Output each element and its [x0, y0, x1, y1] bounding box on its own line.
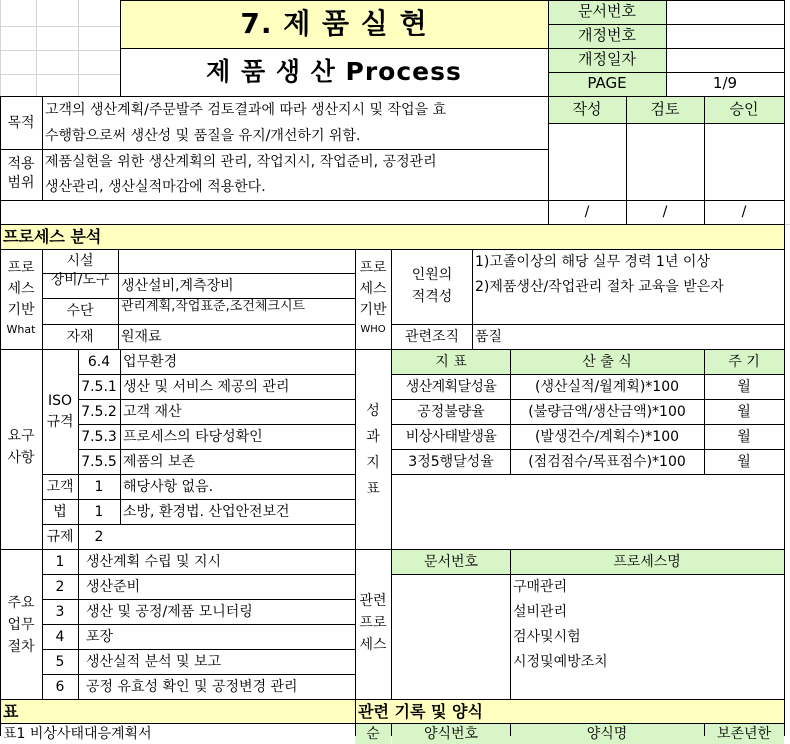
customer-label: 고객 — [46, 479, 74, 496]
kpi-side-label-2: 과 — [366, 428, 380, 445]
law-num: 1 — [94, 504, 104, 521]
procedure-text: 공정 유효성 확인 및 공정변경 관리 — [86, 678, 298, 695]
qualification-1: 1)고졸이상의 해당 실무 경력 1년 이상 — [475, 254, 710, 271]
related-process-name: 구매관리 — [513, 579, 568, 596]
page-number: 1/9 — [712, 74, 738, 93]
kpi-side-label-4: 표 — [366, 480, 380, 497]
facility-label: 시설 — [66, 252, 94, 269]
means-label: 수단 — [66, 302, 94, 319]
who-label-line3: 기반 — [359, 301, 387, 318]
kpi-indicator-header: 지 표 — [392, 350, 510, 375]
kpi-indicator: 생산계획달성율 — [405, 379, 497, 396]
what-label-line2: 세스 — [7, 280, 35, 297]
kpi-period: 월 — [737, 429, 751, 446]
records-col-form-name: 양식명 — [510, 724, 704, 744]
table-row-1: 표1 비상사태대응계획서 — [3, 726, 152, 742]
scope-label-line1: 적용 — [7, 156, 35, 173]
revision-date-label: 개정일자 — [548, 48, 666, 72]
kpi-formula: (점검점수/목표점수)*100 — [528, 454, 686, 471]
procedure-text: 생산계획 수립 및 지시 — [86, 554, 222, 571]
related-name-header: 프로세스명 — [510, 550, 784, 575]
who-label-line1: 프로 — [359, 259, 387, 276]
iso-item-num: 7.5.3 — [81, 429, 117, 446]
regulation-label: 규제 — [46, 528, 74, 545]
kpi-period-header: 주 기 — [704, 350, 784, 375]
scope-label-line2: 범위 — [7, 175, 35, 192]
approval-approve-label: 승인 — [704, 97, 784, 123]
iso-item-text: 프로세스의 타당성확인 — [123, 429, 263, 446]
material-label: 자재 — [66, 328, 94, 345]
records-col-num: 순 — [355, 724, 391, 744]
iso-label-line2: 규격 — [46, 413, 74, 430]
related-process-label-3: 세스 — [359, 636, 387, 653]
related-process-name: 설비관리 — [513, 604, 568, 621]
procedure-num: 1 — [55, 554, 65, 571]
iso-item-num: 7.5.1 — [81, 379, 117, 396]
records-col-form-no: 양식번호 — [392, 724, 510, 744]
process-analysis-title: 프로세스 분석 — [0, 225, 784, 249]
related-org-value: 품질 — [475, 328, 503, 345]
qualification-label-line1: 인원의 — [411, 266, 453, 283]
what-label-line3: 기반 — [7, 301, 35, 318]
purpose-text-line1: 고객의 생산계획/주문발주 검토결과에 따라 생산지시 및 작업을 효 — [45, 101, 447, 118]
what-label-en: What — [6, 322, 36, 336]
procedure-text: 포장 — [86, 629, 114, 646]
procedure-num: 6 — [55, 678, 65, 695]
equipment-value: 생산설비,계측장비 — [121, 277, 234, 294]
kpi-indicator: 공정불량율 — [417, 404, 485, 421]
procedure-num: 4 — [55, 629, 65, 646]
equipment-label: 장비/도구 — [50, 272, 110, 288]
page-subtitle: 제 품 생 산 Process — [206, 57, 462, 87]
procedures-label-1: 주요 — [7, 594, 35, 611]
procedure-num: 3 — [55, 604, 65, 621]
scope-text-line2: 생산관리, 생산실적마감에 적용한다. — [45, 179, 266, 196]
related-process-label-2: 프로 — [359, 614, 387, 631]
kpi-period: 월 — [737, 404, 751, 421]
records-col-retention: 보존년한 — [704, 724, 784, 744]
iso-item-text: 업무환경 — [123, 354, 178, 371]
procedures-label-3: 절차 — [7, 638, 35, 655]
purpose-label: 목적 — [7, 114, 35, 131]
requirements-label-line2: 사항 — [7, 449, 35, 466]
related-process-name: 시정및예방조치 — [513, 654, 608, 671]
qualification-label-line2: 적격성 — [411, 288, 453, 305]
kpi-formula-header: 산 출 식 — [510, 350, 704, 375]
procedure-text: 생산준비 — [86, 579, 141, 596]
requirements-label-line1: 요구 — [7, 427, 35, 444]
iso-item-num: 7.5.5 — [81, 454, 117, 471]
doc-number-label: 문서번호 — [548, 0, 666, 24]
approval-approve-date: / — [741, 203, 747, 220]
qualification-2: 2)제품생산/작업관리 절차 교육을 받은자 — [475, 279, 724, 296]
kpi-side-label-3: 지 — [366, 454, 380, 471]
procedure-num: 5 — [55, 654, 65, 671]
procedures-label-2: 업무 — [7, 616, 35, 633]
iso-item-text: 생산 및 서비스 제공의 관리 — [123, 379, 290, 396]
procedure-num: 2 — [55, 579, 65, 596]
who-label-en: WHO — [360, 324, 386, 336]
iso-label-line1: ISO — [47, 392, 73, 409]
approval-review-date: / — [662, 203, 668, 220]
approval-review-label: 검토 — [626, 97, 704, 123]
iso-item-num: 7.5.2 — [81, 404, 117, 421]
kpi-formula: (발생건수/계획수)*100 — [534, 429, 680, 446]
means-value: 관리계획,작업표준,조건체크시트 — [121, 299, 306, 314]
iso-item-text: 고객 재산 — [123, 404, 182, 421]
scope-text-line1: 제품실현을 위한 생산계획의 관리, 작업지시, 작업준비, 공정관리 — [45, 153, 437, 170]
records-section-title: 관련 기록 및 양식 — [355, 700, 784, 724]
purpose-text-line2: 수행함으로써 생산성 및 품질을 유지/개선하기 위함. — [45, 127, 361, 144]
what-label-line1: 프로 — [7, 259, 35, 276]
related-org-label: 관련조직 — [404, 328, 460, 345]
material-value: 원재료 — [121, 328, 162, 345]
tables-section-title: 표 — [0, 700, 355, 724]
iso-item-text: 제품의 보존 — [123, 454, 196, 471]
related-process-name: 검사및시험 — [513, 629, 581, 646]
iso-item-num: 6.4 — [87, 354, 111, 371]
law-label: 법 — [53, 504, 67, 521]
kpi-formula: (생산실적/월계획)*100 — [534, 379, 680, 396]
related-doc-header: 문서번호 — [392, 550, 510, 575]
kpi-side-label-1: 성 — [366, 402, 380, 419]
procedure-text: 생산 및 공정/제품 모니터링 — [86, 604, 253, 621]
approval-write-label: 작성 — [548, 97, 626, 123]
kpi-period: 월 — [737, 454, 751, 471]
kpi-indicator: 3정5행달성율 — [408, 454, 494, 471]
kpi-period: 월 — [737, 379, 751, 396]
who-label-line2: 세스 — [359, 280, 387, 297]
law-text: 소방, 환경법. 산업안전보건 — [123, 504, 290, 521]
related-process-label-1: 관련 — [359, 592, 387, 609]
procedure-text: 생산실적 분석 및 보고 — [86, 654, 222, 671]
regulation-num: 2 — [94, 528, 104, 545]
revision-number-label: 개정번호 — [548, 24, 666, 48]
customer-text: 해당사항 없음. — [123, 479, 214, 496]
customer-num: 1 — [94, 479, 104, 496]
page-title: 7. 제 품 실 현 — [120, 0, 548, 48]
approval-write-date: / — [584, 203, 590, 220]
kpi-formula: (불량금액/생산금액)*100 — [528, 404, 686, 421]
kpi-indicator: 비상사태발생율 — [405, 429, 497, 446]
page-label: PAGE — [548, 72, 666, 96]
